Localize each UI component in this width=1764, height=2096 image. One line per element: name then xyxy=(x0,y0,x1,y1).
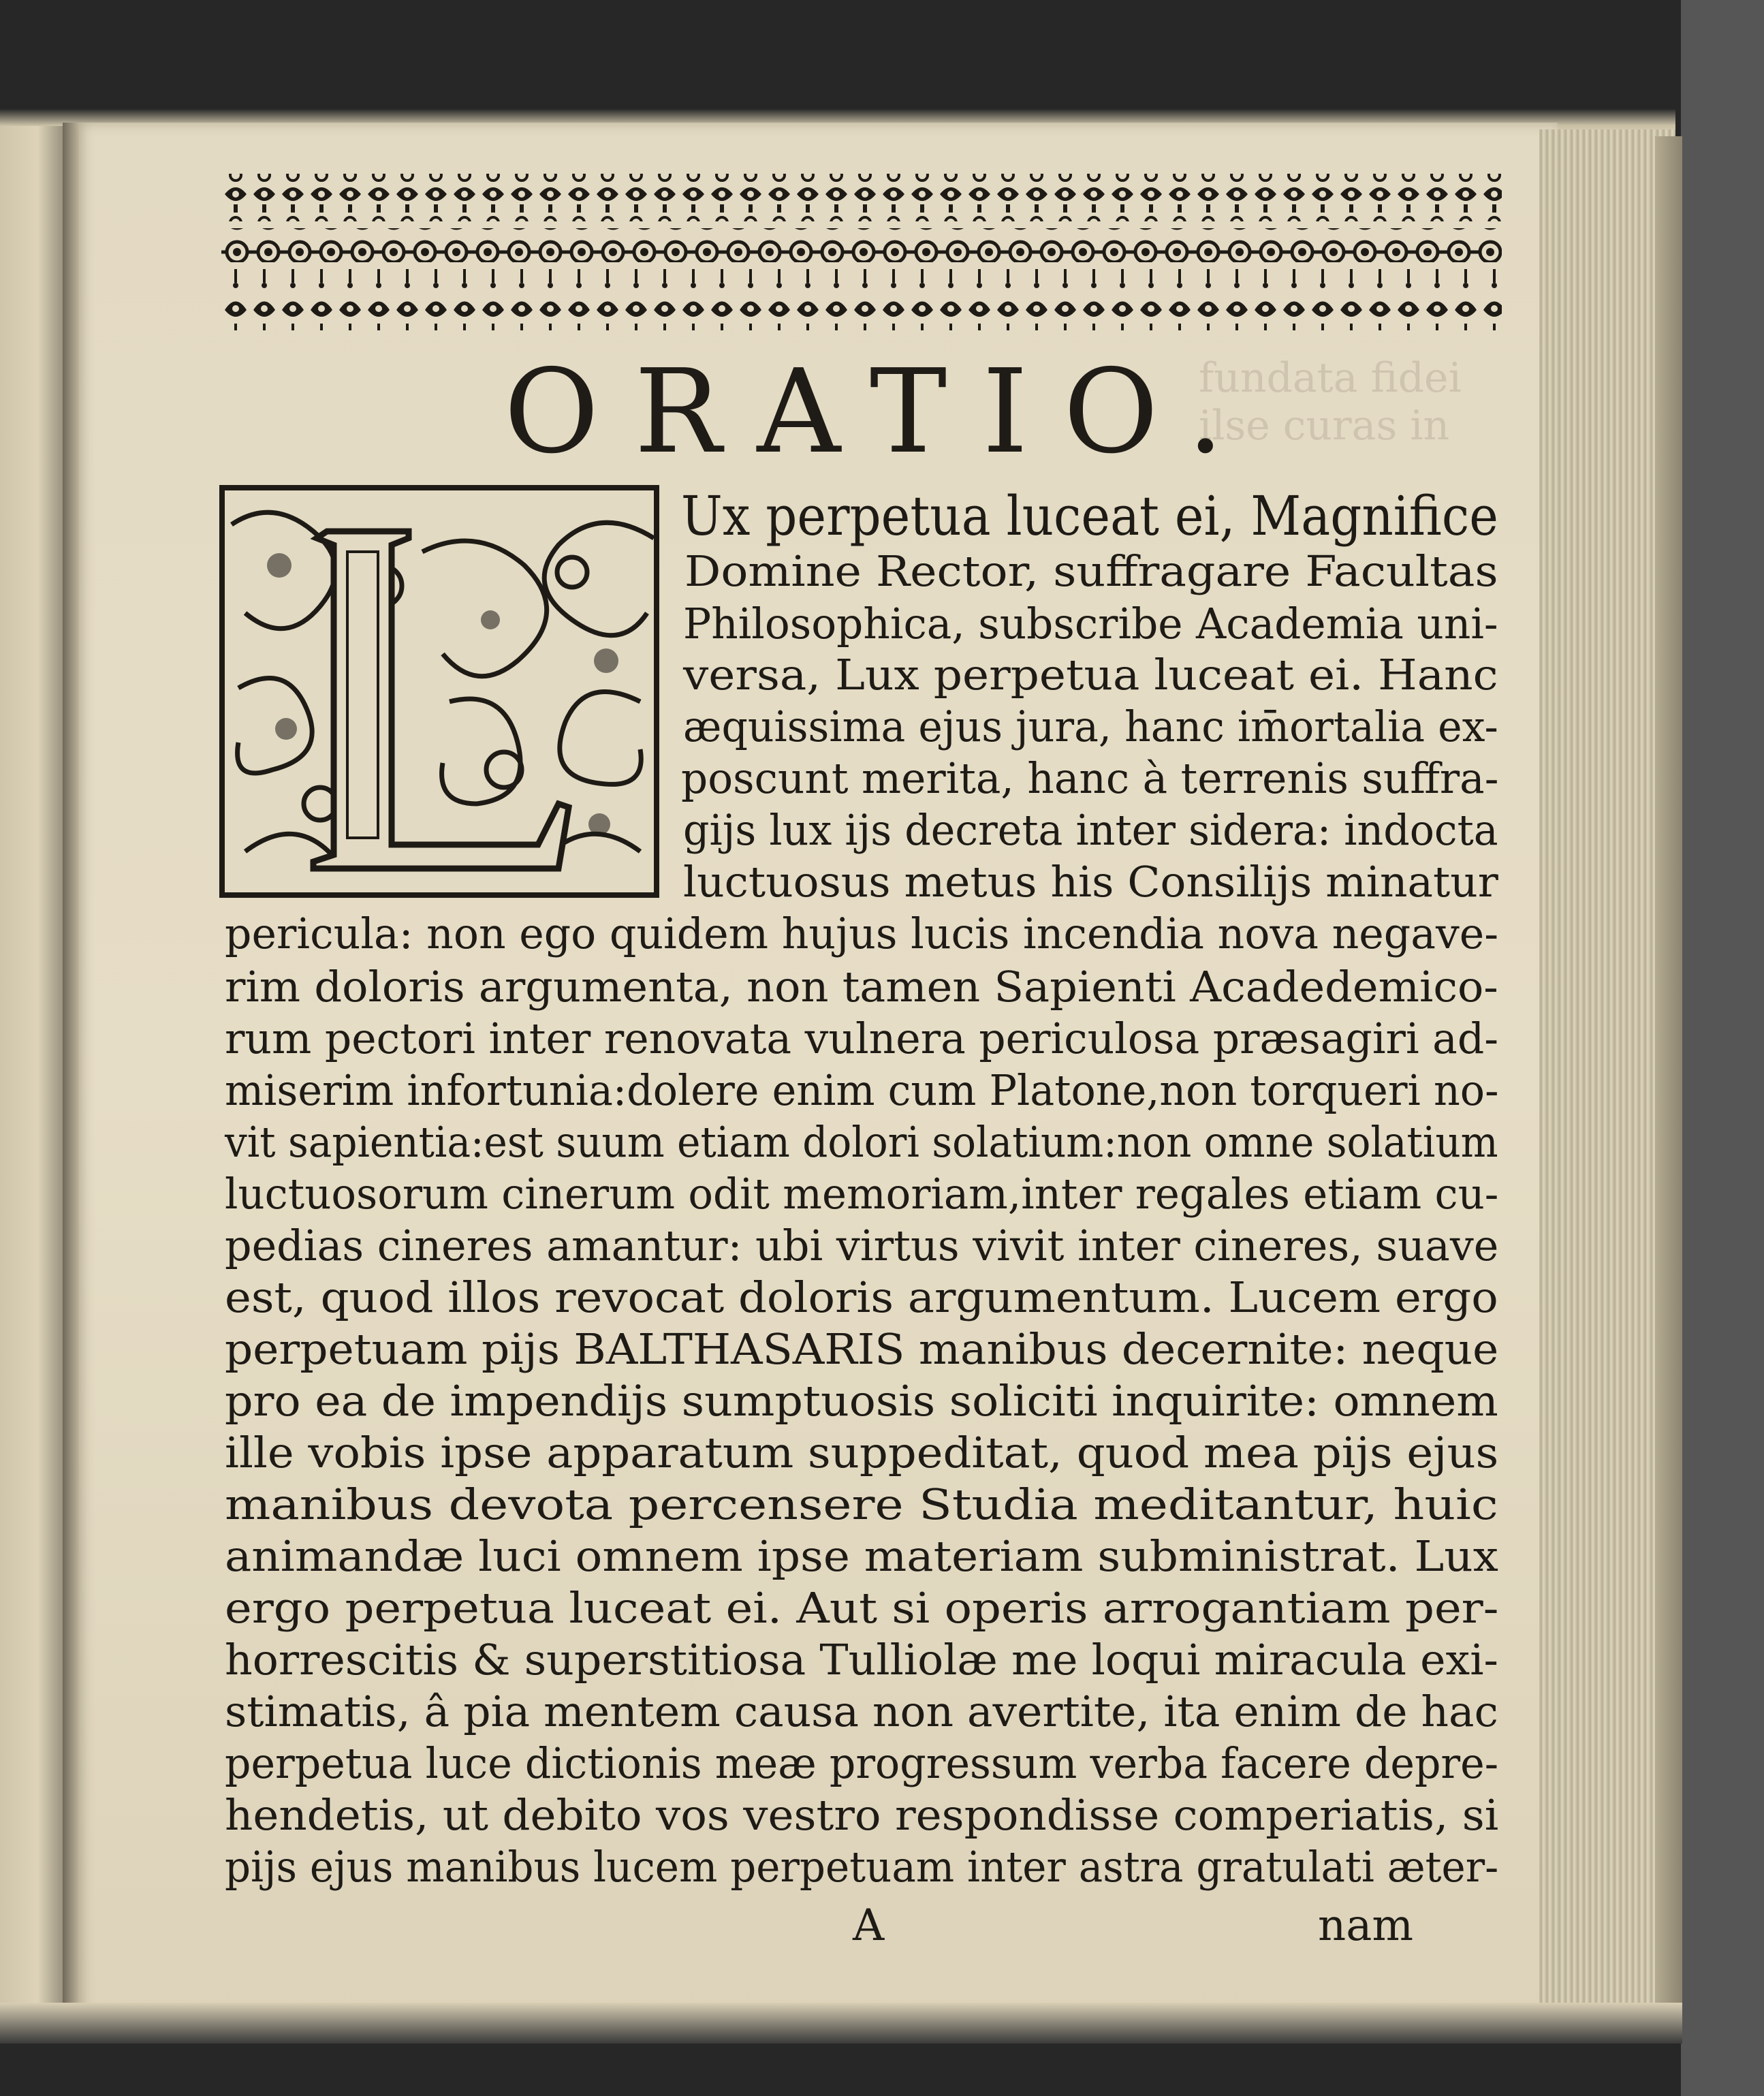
page-heading: ORATIO. xyxy=(504,345,1259,480)
text-line: poscunt merita, hanc à terrenis suffra- xyxy=(681,753,1499,803)
text-line: æquissima ejus jura, hanc im̄ortalia ex- xyxy=(683,702,1498,751)
text-line: versa, Lux perpetua luceat ei. Hanc xyxy=(683,650,1498,700)
decorated-initial-letter xyxy=(218,484,661,899)
text-line: rum pectori inter renovata vulnera periculosa præsagiri ad- xyxy=(225,1014,1499,1063)
show-through-text: fundata fidei xyxy=(1199,354,1462,402)
book-bottom-edge xyxy=(0,2003,1682,2044)
text-line: ille vobis ipse apparatum suppeditat, quod mea pijs ejus xyxy=(225,1428,1499,1477)
text-line: manibus devota percensere Studia meditantur, huic xyxy=(225,1480,1498,1529)
text-line: Philosophica, subscribe Academia uni- xyxy=(683,599,1498,648)
book-gutter xyxy=(63,123,79,2040)
text-line: pedias cineres amantur: ubi virtus vivit inter cineres, suave xyxy=(225,1221,1499,1270)
text-line: miserim infortunia:dolere enim cum Platone,non torqueri no- xyxy=(225,1065,1499,1115)
text-line: vit sapientia:est suum etiam dolori solatium:non omne solatium xyxy=(225,1117,1498,1167)
text-line: horrescitis & superstitiosa Tulliolæ me loqui miracula exi- xyxy=(225,1635,1498,1685)
text-line: pijs ejus manibus lucem perpetuam inter astra gratulati æter- xyxy=(225,1842,1499,1892)
text-line: est, quod illos revocat doloris argumentum. Lucem ergo xyxy=(225,1272,1498,1322)
scan-border-right xyxy=(1681,0,1764,2096)
text-line: pro ea de impendijs sumptuosis soliciti inquirite: omnem xyxy=(225,1376,1498,1426)
text-line: perpetua luce dictionis meæ progressum verba facere depre- xyxy=(225,1738,1499,1788)
text-line: hendetis, ut debito vos vestro respondisse comperiatis, si xyxy=(225,1790,1499,1840)
text-line: ergo perpetua luceat ei. Aut si operis arrogantiam per- xyxy=(225,1583,1499,1633)
text-line: luctuosus metus his Consilijs minatur xyxy=(683,857,1498,907)
text-line: gijs lux ijs decreta inter sidera: indocta xyxy=(683,805,1498,855)
catchword: nam xyxy=(1318,1901,1414,1951)
text-line: animandæ luci omnem ipse materiam subministrat. Lux xyxy=(225,1531,1498,1581)
left-page-edge xyxy=(0,126,68,2040)
text-line: Ux perpetua luceat ei, Magnifice xyxy=(681,484,1498,548)
text-line: rim doloris argumenta, non tamen Sapienti Acadedemico- xyxy=(225,962,1498,1012)
text-line: perpetuam pijs BALTHASARIS manibus decernite: neque xyxy=(225,1324,1499,1374)
text-line: luctuosorum cinerum odit memoriam,inter regales etiam cu- xyxy=(225,1169,1499,1219)
show-through-text: ilse curas in xyxy=(1199,402,1450,450)
cover-edge xyxy=(1655,136,1682,2003)
text-line: pericula: non ego quidem hujus lucis incendia nova negave- xyxy=(225,909,1499,958)
signature-mark: A xyxy=(853,1901,885,1951)
text-line: Domine Rector, suffragare Facultas xyxy=(684,546,1498,596)
text-line: stimatis, â pia mentem causa non avertite, ita enim de hac xyxy=(225,1687,1498,1736)
ornamental-headpiece xyxy=(221,167,1502,330)
